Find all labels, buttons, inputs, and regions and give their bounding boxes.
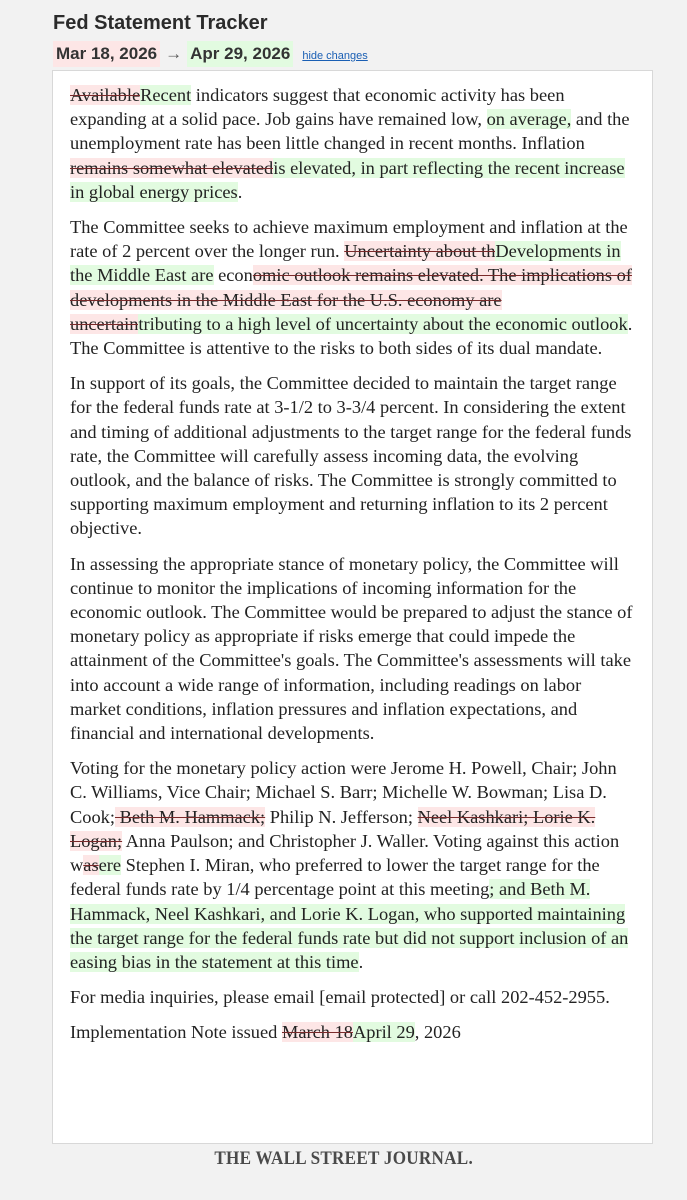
statement-card bbox=[52, 70, 653, 1144]
hide-changes-link[interactable]: hide changes bbox=[302, 50, 368, 62]
paragraph-2 bbox=[70, 215, 636, 360]
deleted-text: remains somewhat elevated bbox=[70, 157, 274, 178]
text-span: and the unemployment rate has been little changed in recent months. Inflation bbox=[70, 109, 630, 154]
inserted-text: Recent bbox=[140, 85, 192, 105]
deleted-text: omic outlook remains elevated. The implications of developments in the Middle East for the U.S. economy are uncertain bbox=[70, 265, 632, 334]
paragraph-6: For media inquiries, please email [email protected] or call 202-452-2955. bbox=[70, 987, 610, 1008]
text-span: . The Committee is attentive to the risks to both sides of its dual mandate. bbox=[70, 313, 633, 359]
paragraph-4: In assessing the appropriate stance of monetary policy, the Committee will continue to monitor the implications of incoming information for the economic outlook. The Committee would be prepared to adjust the stance of monetary policy as appropriate if risks emerge that could impede the attainment of the Committee's goals. The Committee's assessments will take into account a wide range of information, including readings on labor market conditions, inflation pressures and inflation expectations, and financial and international developments. bbox=[70, 553, 633, 744]
date-comparison bbox=[53, 41, 653, 68]
deleted-text: Neel Kashkari; Lorie K. Logan; bbox=[70, 806, 596, 851]
paragraph-3: In support of its goals, the Committee decided to maintain the target range for the federal funds rate at 3-1/2 to 3-3/4 percent. In considering the extent and timing of additional adjustments to the target range for the federal funds rate, the Committee will carefully assess incoming data, the evolving outlook, and the balance of risks. The Committee is strongly committed to supporting maximum employment and returning inflation to its 2 percent objective. bbox=[70, 373, 632, 539]
deleted-text: Uncertainty about th bbox=[344, 241, 496, 262]
header bbox=[53, 10, 653, 68]
old-date: Mar 18, 2026 bbox=[53, 41, 160, 67]
text-span: Implementation Note issued bbox=[70, 1022, 282, 1043]
arrow-right-icon: → bbox=[165, 44, 183, 63]
statement-text bbox=[70, 83, 636, 1045]
new-date: Apr 29, 2026 bbox=[187, 41, 293, 67]
text-span: Stephen I. Miran, who preferred to lower the target range for the federal funds rate by 1/4 percentage point at this meeting bbox=[70, 855, 600, 900]
deleted-text: Beth M. Hammack; bbox=[114, 806, 266, 827]
text-span: The Committee seeks to achieve maximum employment and inflation at the rate of 2 percent over the longer run. bbox=[70, 217, 628, 262]
inserted-text: tributing to a high level of uncertainty about the economic outlook bbox=[138, 313, 628, 334]
text-span: . bbox=[358, 951, 364, 972]
deleted-text: March 18 bbox=[281, 1022, 353, 1043]
inserted-text: April 29 bbox=[352, 1022, 415, 1043]
inserted-text: is elevated, in part reflecting the recent increase in global energy prices bbox=[70, 157, 625, 202]
text-span: . bbox=[237, 181, 243, 202]
deleted-text: Available bbox=[70, 85, 141, 105]
inserted-text: ere bbox=[98, 855, 122, 876]
paragraph-1 bbox=[70, 83, 636, 204]
text-span: Anna Paulson; and Christopher J. Waller. Voting against this action w bbox=[70, 830, 620, 876]
footer bbox=[0, 1148, 687, 1170]
text-span: Voting for the monetary policy action were Jerome H. Powell, Chair; John C. Williams, Vice Chair; Michael S. Barr; Michelle W. Bowman; Lisa D. Cook; bbox=[70, 758, 617, 827]
text-span: indicators suggest that economic activity has been expanding at a solid pace. Job gains have remained low, bbox=[70, 85, 565, 130]
paragraph-7 bbox=[70, 1020, 636, 1044]
text-span: Philip N. Jefferson; bbox=[265, 806, 418, 827]
inserted-text: ; and Beth M. Hammack, Neel Kashkari, and Lorie K. Logan, who supported maintaining the target range for the federal funds rate but did not support inclusion of an easing bias in the statement at this time bbox=[70, 879, 629, 972]
inserted-text: on average, bbox=[486, 109, 572, 130]
deleted-text: as bbox=[83, 855, 99, 876]
wsj-logo: THE WALL STREET JOURNAL. bbox=[214, 1148, 473, 1169]
paragraph-5 bbox=[70, 756, 636, 974]
text-span: econ bbox=[213, 265, 253, 286]
page-title: Fed Statement Tracker bbox=[53, 12, 268, 34]
inserted-text: Developments in the Middle East are bbox=[70, 241, 621, 286]
text-span: , 2026 bbox=[414, 1022, 461, 1043]
